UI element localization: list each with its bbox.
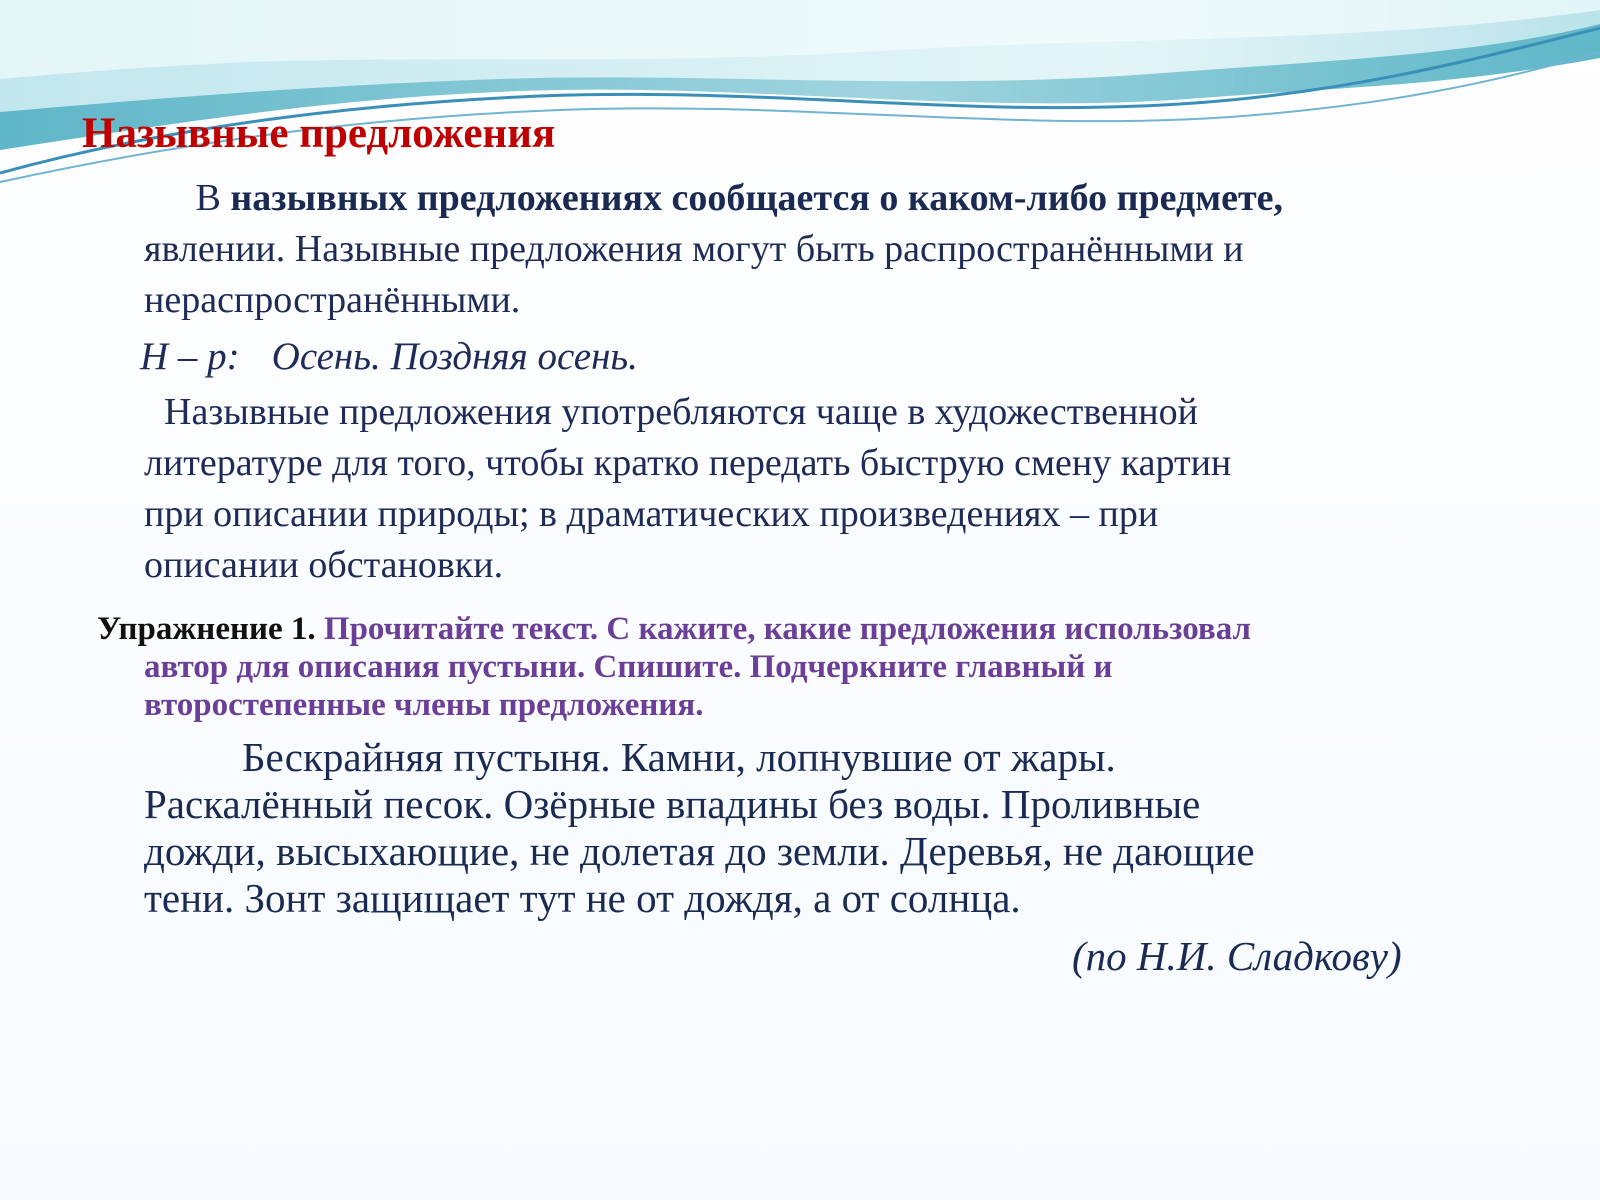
exercise-text bbox=[144, 734, 1494, 922]
definition-bold-text: назывных предложениях сообщается о каком-либо предмете, bbox=[230, 177, 1284, 219]
story-line-1-text: Бескрайняя пустыня. Камни, лопнувшие от жары. bbox=[242, 734, 1116, 780]
story-line-2: Раскалённый песок. Озёрные впадины без воды. Проливные bbox=[144, 781, 1201, 827]
definition-line-1 bbox=[144, 173, 1469, 224]
exercise-task-line-2: автор для описания пустыни. Спишите. Подчеркните главный и bbox=[144, 649, 1113, 685]
exercise-task-line-1: Прочитайте текст. С кажите, какие предложения использовал bbox=[323, 611, 1251, 647]
usage-line-4: описании обстановки. bbox=[144, 544, 504, 586]
example-text: Осень. Поздняя осень. bbox=[271, 335, 638, 378]
story-line-4: тени. Зонт защищает тут не от дождя, а от солнца. bbox=[144, 875, 1021, 921]
example-line bbox=[140, 333, 638, 381]
story-line-3: дожди, высыхающие, не долетая до земли. Деревья, не дающие bbox=[144, 828, 1255, 874]
exercise-line-1 bbox=[97, 610, 1497, 648]
definition-line-3: нераспространёнными. bbox=[144, 279, 521, 321]
exercise-task-line-3: второстепенные члены предложения. bbox=[144, 687, 704, 723]
exercise-block bbox=[97, 610, 1497, 724]
usage-line-3: при описании природы; в драматических произведениях – при bbox=[144, 493, 1159, 535]
usage-line-1-text: Назывные предложения употребляются чаще в художественной bbox=[164, 391, 1198, 433]
text-attribution: (по Н.И. Сладкову) bbox=[1072, 933, 1402, 979]
usage-line-2: литературе для того, чтобы кратко передать быструю смену картин bbox=[144, 442, 1232, 484]
definition-paragraph bbox=[144, 173, 1469, 326]
example-label: Н – р: bbox=[140, 335, 240, 378]
usage-line-1 bbox=[144, 387, 1469, 438]
story-line-1 bbox=[144, 734, 1494, 781]
usage-paragraph bbox=[144, 387, 1469, 591]
slide-title: Назывные предложения bbox=[82, 110, 556, 157]
definition-lead: В bbox=[195, 177, 221, 219]
definition-line-2: явлении. Назывные предложения могут быть распространёнными и bbox=[144, 228, 1244, 270]
exercise-label: Упражнение 1. bbox=[97, 611, 316, 647]
